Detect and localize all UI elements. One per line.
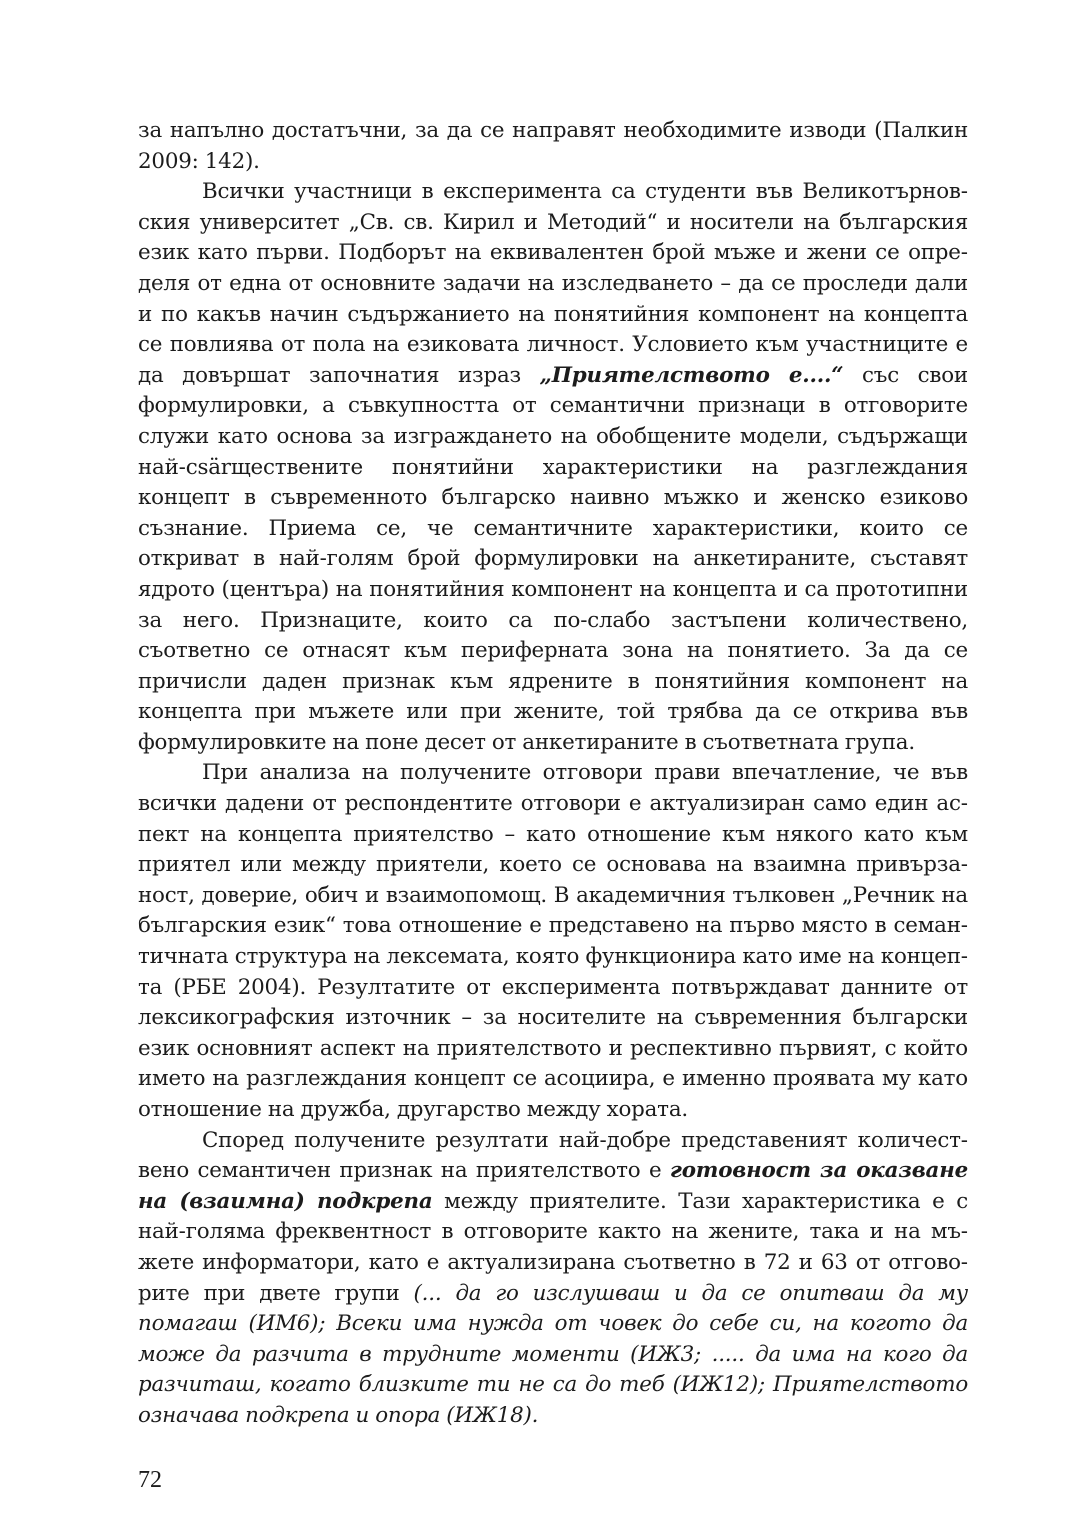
emphasized-term: готовност за оказване на (взаимна) подкрепа	[138, 1158, 969, 1214]
quoted-examples: (... да го изслушваш и да се опитваш да му помагаш (ИМ6); Всеки има нужда от човек до себе си, на когото да може да разчита в трудните моменти (ИЖ3; ..... да има на кого да разчиташ, когато близките ти не са до теб (ИЖ12); Приятелството означава подкрепа и опора (ИЖ18).	[138, 1280, 969, 1428]
paragraph-4-text-a: Според получените резултати най-добре представеният количествено семантичен признак на приятелството е	[138, 1127, 968, 1184]
paragraph-4	[138, 1126, 968, 1432]
paragraph-2-text-b: със свои формулировки, а съвкупността от семантични признаци в отговорите служи като основа за изграждането на обобщените модели, съдържащи най-сsärществените понятийни характеристики на разглеждания концепт в съвременното българско наивно мъжко и женско езиково съзнание. Приема се, че семантичните характеристики, които се откриват в най-голям брой формулировки на анкетираните, съставят ядрото (центъра) на понятийния компонент на концепта и са прототипни за него. Признаците, които са по-слабо застъпени количествено, съответно се отнасят към периферната зона на понятието. За да се причисли даден признак към ядрените в понятийния компонент на концепта при мъжете или при жените, той трябва да се открива във формулировките на поне десет от анкетираните в съответната група.	[138, 362, 968, 755]
paragraph-4-text-b: между приятелите. Тази характеристика е с най-голяма фреквентност в отговорите както на жените, така и на мъжете информатори, като е актуализирана съответно в 72 и 63 от отговорите при двете групи	[138, 1188, 968, 1306]
paragraph-3-text: При анализа на получените отговори прави впечатление, че във всички дадени от респондентите отговори е актуализиран само един аспект на концепта приятелство – като отношение към някого като към приятел или между приятели, което се основава на взаимна привързаност, доверие, обич и взаимопомощ. В академичния тълковен „Речник на българския език“ това отношение е представено на първо място в семантичната структура на лексемата, която функционира като име на концепта (РБЕ 2004). Резултатите от експеримента потвърждават данните от лексикографския източник – за носителите на съвременния български език основният аспект на приятелството и респективно първият, с който името на разглеждания концепт се асоциира, е именно проявата му като отношение на дружба, другарство между хората.	[138, 760, 968, 1122]
document-page	[138, 116, 968, 1432]
paragraph-1-text: за напълно достатъчни, за да се направят необходимите изводи (Палкин 2009: 142).	[138, 118, 968, 174]
quoted-phrase: „Приятелството е....“	[539, 362, 844, 388]
paragraph-2-text-a: Всички участници в експеримента са студенти във Великотърновския университет „Св. св. Кирил и Методий“ и носители на българския език като първи. Подборът на еквивалентен брой мъже и жени се определя от една от основните задачи на изследването – да се проследи дали и по какъв начин съдържанието на понятийния компонент на концепта се повлиява от пола на езиковата личност. Условието към участниците е да довършат започнатия израз	[138, 179, 968, 388]
page-number: 72	[138, 1467, 162, 1493]
paragraph-1	[138, 116, 968, 177]
paragraph-3	[138, 758, 968, 1125]
paragraph-2	[138, 177, 968, 758]
